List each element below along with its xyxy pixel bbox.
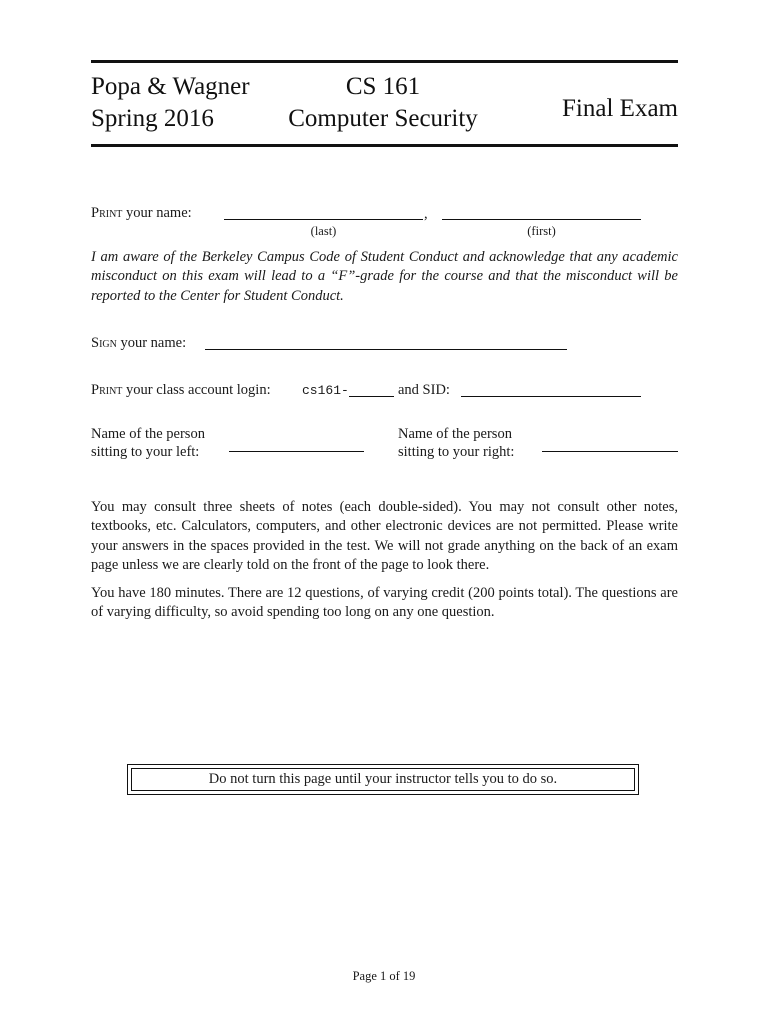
name-comma: , — [424, 206, 428, 222]
last-name-input[interactable] — [224, 202, 423, 220]
login-prefix: cs161- — [302, 383, 349, 398]
print-name-label — [91, 204, 192, 223]
left-neighbor-input[interactable] — [229, 434, 364, 452]
conduct-statement: I am aware of the Berkeley Campus Code of Student Conduct and acknowledge that any academic misconduct on this exam will lead to a “F”-grade for the course and that the misconduct will be reported to the Center for Student Conduct. — [91, 249, 678, 304]
left-neighbor-label-line2: sitting to your left: — [91, 444, 200, 460]
first-caption: (first) — [527, 224, 556, 238]
sign-name-label — [91, 334, 186, 353]
login-underline — [349, 396, 394, 397]
last-name-underline — [224, 219, 423, 220]
signature-input[interactable] — [205, 332, 567, 350]
time-paragraph: You have 180 minutes. There are 12 questions, of varying credit (200 points total). The questions are of varying difficulty, so avoid spending too long on any one question. — [91, 585, 678, 621]
course-number: CS 161 — [345, 73, 421, 100]
sign-name-lead: Sign — [91, 335, 117, 351]
first-name-input[interactable] — [442, 202, 641, 220]
left-neighbor-label-line1: Name of the person — [91, 426, 205, 442]
print-name-rest: your name: — [122, 205, 192, 221]
login-input[interactable] — [349, 379, 394, 397]
signature-underline — [205, 349, 567, 350]
right-neighbor-input[interactable] — [542, 434, 678, 452]
left-neighbor-underline — [229, 451, 364, 452]
notice-box-inner — [131, 768, 635, 791]
right-neighbor-label-line1: Name of the person — [398, 426, 512, 442]
notes-paragraph: You may consult three sheets of notes (each double-sided). You may not consult other notes, textbooks, etc. Calculators, computers, and other electronic devices are not permitted. Please write your answers in the spaces provided in the test. We will not grade anything on the back of an exam page unless we are clearly told on the front of the page to look there. — [91, 499, 678, 573]
first-name-underline — [442, 219, 641, 220]
login-label — [91, 381, 271, 400]
term: Spring 2016 — [91, 105, 214, 132]
course-name: Computer Security — [288, 105, 478, 132]
print-name-lead: Print — [91, 205, 123, 221]
notice-text: Do not turn this page until your instructor tells you to do so. — [208, 771, 558, 787]
sid-underline — [461, 396, 641, 397]
header-top-rule — [91, 60, 678, 63]
page-number: Page 1 of 19 — [352, 969, 416, 983]
login-lead: Print — [91, 382, 123, 398]
exam-title: Final Exam — [562, 95, 678, 122]
right-neighbor-label-line2: sitting to your right: — [398, 444, 515, 460]
sid-label: and SID: — [398, 382, 450, 398]
last-caption: (last) — [310, 224, 337, 238]
sid-input[interactable] — [461, 379, 641, 397]
sign-name-rest: your name: — [116, 335, 187, 351]
right-neighbor-underline — [542, 451, 678, 452]
header-bottom-rule — [91, 144, 678, 147]
login-rest: your class account login: — [122, 382, 271, 398]
instructors: Popa & Wagner — [91, 73, 250, 100]
notice-box — [127, 764, 639, 795]
